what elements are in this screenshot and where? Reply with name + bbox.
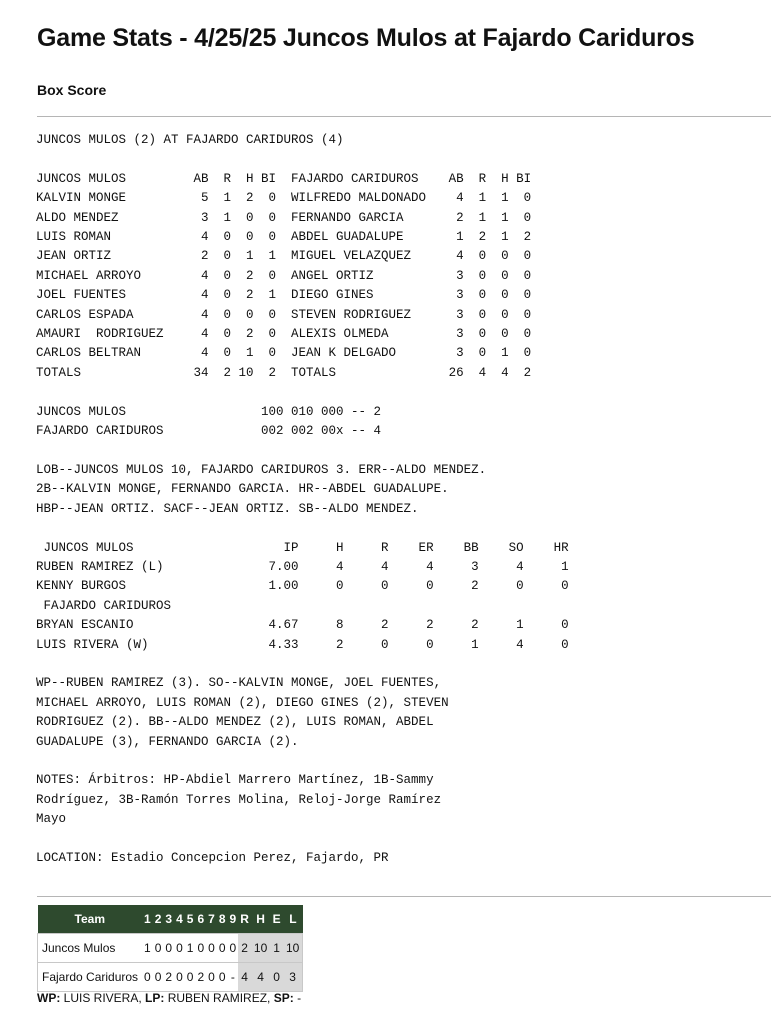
header-team: Team xyxy=(38,905,143,934)
linescore-row-juncos xyxy=(38,934,303,963)
header-inning-4: 4 xyxy=(174,905,185,934)
total-lob: 3 xyxy=(283,963,303,992)
inning-score: 2 xyxy=(163,963,174,992)
header-inning-6: 6 xyxy=(195,905,206,934)
linescore-row-fajardo xyxy=(38,963,303,992)
lp-label: LP: xyxy=(145,991,165,1005)
bottom-divider xyxy=(37,896,771,897)
inning-score: 1 xyxy=(185,934,196,963)
inning-score: 0 xyxy=(174,963,185,992)
inning-score: 0 xyxy=(206,963,217,992)
box-score-heading: Box Score xyxy=(37,82,107,98)
total-runs: 2 xyxy=(238,934,251,963)
inning-score: 0 xyxy=(153,963,164,992)
total-hits: 4 xyxy=(251,963,270,992)
page-title: Game Stats - 4/25/25 Juncos Mulos at Fajardo Cariduros xyxy=(37,24,695,52)
box-score-text: JUNCOS MULOS (2) AT FAJARDO CARIDUROS (4) JUNCOS MULOS AB R H BI FAJARDO CARIDUROS AB R H BI KALVIN MONGE 5 1 2 0 WILFREDO MALDONADO 4 1 1 0 ALDO MENDEZ 3 1 0 0 FERNANDO GARCIA 2 1 1 0 LUIS ROMAN 4 0 0 0 ABDEL GUADALUPE 1 2 1 2 JEAN ORTIZ 2 0 1 1 MIGUEL VELAZQUEZ 4 0 0 0 MICHAEL ARROYO 4 0 2 0 ANGEL ORTIZ 3 0 0 0 JOEL FUENTES 4 0 2 1 DIEGO GINES 3 0 0 0 CARLOS ESPADA 4 0 0 0 STEVEN RODRIGUEZ 3 0 0 0 AMAURI RODRIGUEZ 4 0 2 0 ALEXIS OLMEDA 3 0 0 0 CARLOS BELTRAN 4 0 1 0 JEAN K DELGADO 3 0 1 0 TOTALS 34 2 10 2 TOTALS 26 4 4 2 JUNCOS MULOS 100 010 000 -- 2 FAJARDO CARIDUROS 002 002 00x -- 4 LOB--JUNCOS MULOS 10, FAJARDO CARIDUROS 3. ERR--ALDO MENDEZ. 2B--KALVIN MONGE, FERNANDO GARCIA. HR--ABDEL GUADALUPE. HBP--JEAN ORTIZ. SACF--JEAN ORTIZ. SB--ALDO MENDEZ. JUNCOS MULOS IP H R ER BB SO HR RUBEN RAMIREZ (L) 7.00 4 4 4 3 4 1 KENNY BURGOS 1.00 0 0 0 2 0 0 FAJARDO CARIDUROS BRYAN ESCANIO 4.67 8 2 2 2 1 0 LUIS RIVERA (W) 4.33 2 0 0 1 4 0 WP--RUBEN RAMIREZ (3). SO--KALVIN MONGE, JOEL FUENTES, MICHAEL ARROYO, LUIS ROMAN (2), DIEGO GINES (2), STEVEN RODRIGUEZ (2). BB--ALDO MENDEZ (2), LUIS ROMAN, ABDEL GUADALUPE (3), FERNANDO GARCIA (2). NOTES: Árbitros: HP-Abdiel Marrero Martínez, 1B-Sammy Rodríguez, 3B-Ramón Torres Molina, Reloj-Jorge Ramírez Mayo LOCATION: Estadio Concepcion Perez, Fajardo, PR xyxy=(36,133,569,866)
header-inning-9: 9 xyxy=(228,905,239,934)
inning-score: 0 xyxy=(153,934,164,963)
inning-score: 0 xyxy=(217,934,228,963)
total-runs: 4 xyxy=(238,963,251,992)
linescore-header-row xyxy=(38,905,303,934)
header-lob: L xyxy=(283,905,303,934)
header-inning-8: 8 xyxy=(217,905,228,934)
header-inning-1: 1 xyxy=(142,905,153,934)
inning-score: 0 xyxy=(206,934,217,963)
header-hits: H xyxy=(251,905,270,934)
team-name: Juncos Mulos xyxy=(38,934,143,963)
total-errors: 0 xyxy=(270,963,283,992)
inning-score: 0 xyxy=(228,934,239,963)
header-errors: E xyxy=(270,905,283,934)
total-hits: 10 xyxy=(251,934,270,963)
save-pitcher: - xyxy=(293,991,302,1005)
losing-pitcher: RUBEN RAMIREZ, xyxy=(164,991,274,1005)
header-inning-5: 5 xyxy=(185,905,196,934)
inning-score: 0 xyxy=(174,934,185,963)
header-inning-2: 2 xyxy=(153,905,164,934)
inning-score: - xyxy=(228,963,239,992)
linescore-table xyxy=(37,905,303,992)
total-lob: 10 xyxy=(283,934,303,963)
inning-score: 0 xyxy=(217,963,228,992)
header-runs: R xyxy=(238,905,251,934)
sp-label: SP: xyxy=(273,991,294,1005)
inning-score: 1 xyxy=(142,934,153,963)
inning-score: 2 xyxy=(195,963,206,992)
inning-score: 0 xyxy=(142,963,153,992)
inning-score: 0 xyxy=(163,934,174,963)
team-name: Fajardo Cariduros xyxy=(38,963,143,992)
inning-score: 0 xyxy=(185,963,196,992)
header-inning-3: 3 xyxy=(163,905,174,934)
header-inning-7: 7 xyxy=(206,905,217,934)
pitching-decisions xyxy=(37,991,301,1005)
top-divider xyxy=(37,116,771,117)
total-errors: 1 xyxy=(270,934,283,963)
inning-score: 0 xyxy=(195,934,206,963)
wp-label: WP: xyxy=(37,991,61,1005)
winning-pitcher: LUIS RIVERA, xyxy=(60,991,146,1005)
